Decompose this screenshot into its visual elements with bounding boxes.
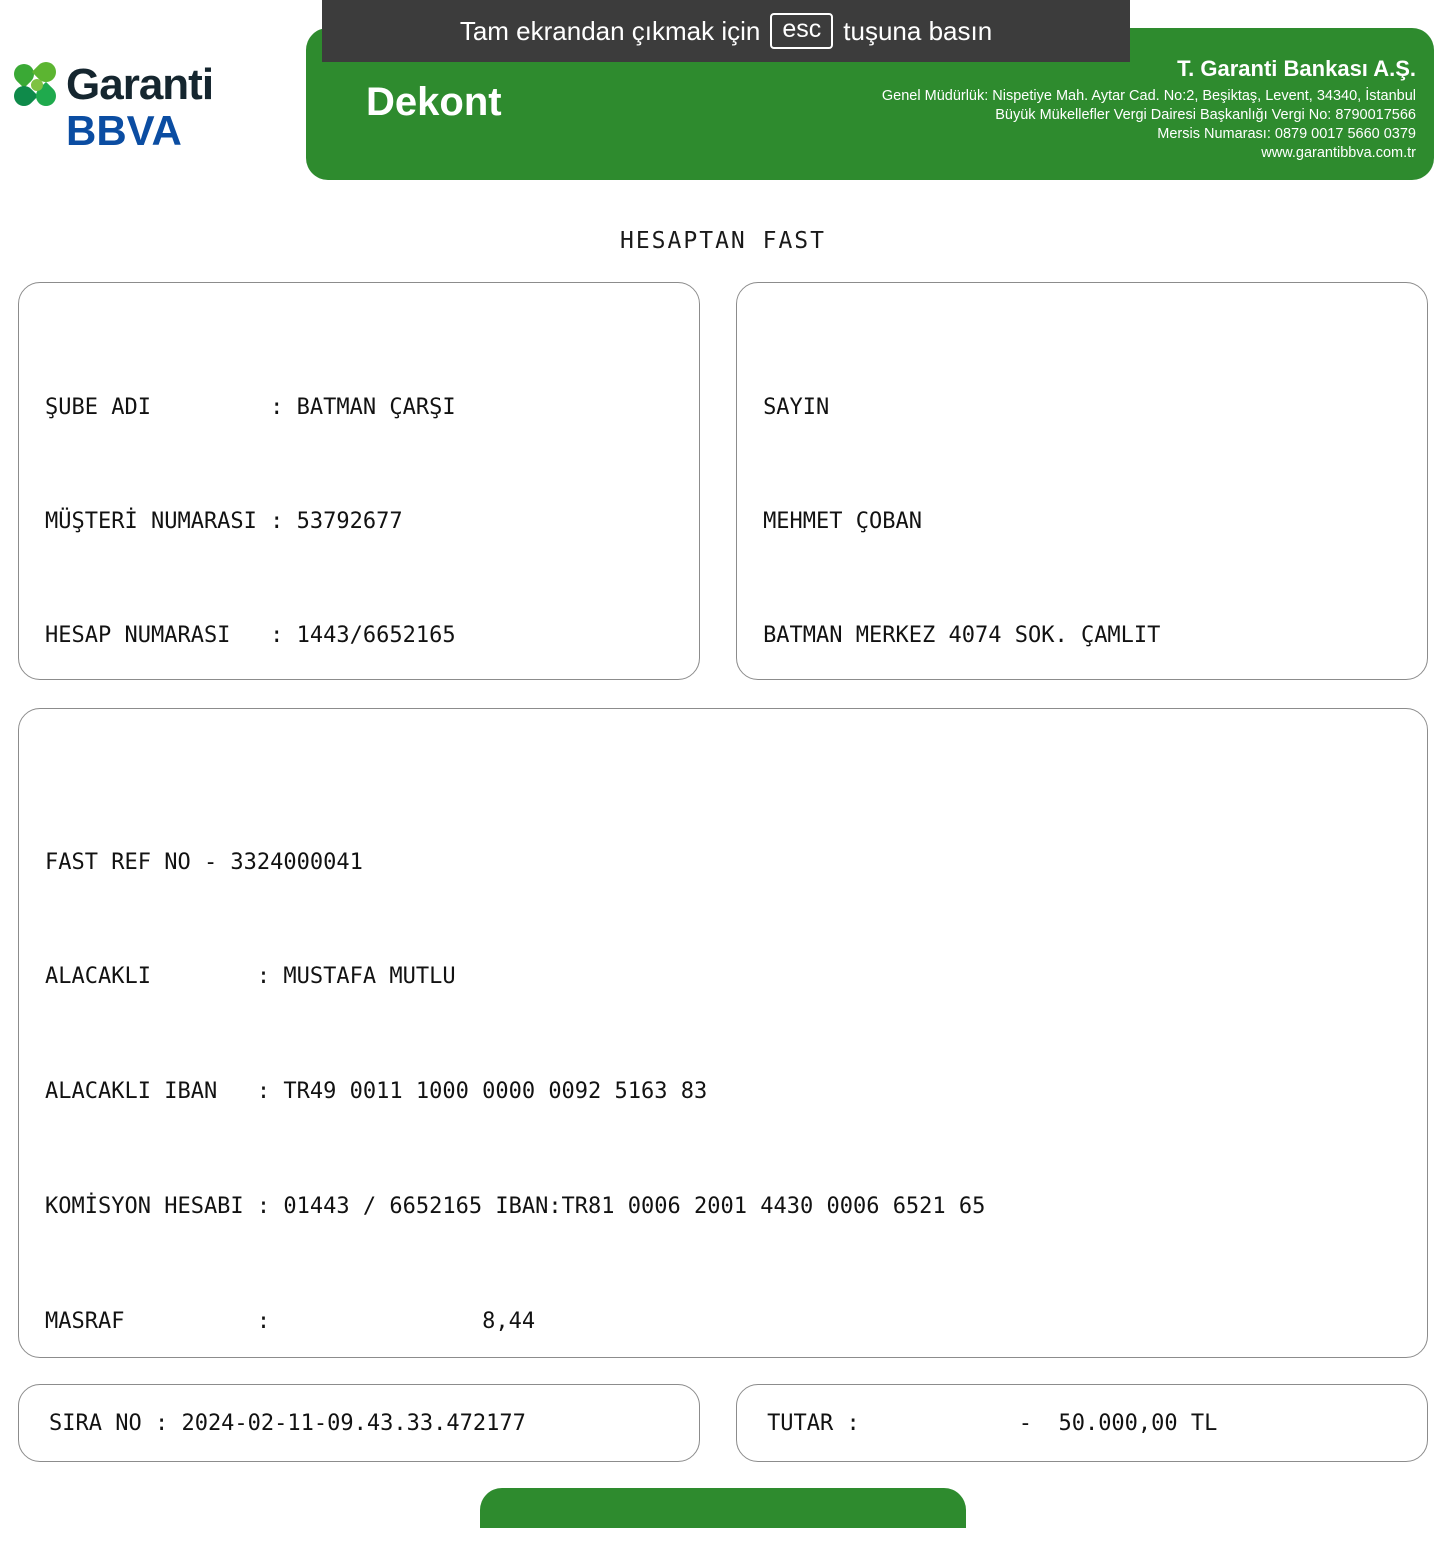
customer-address-card xyxy=(736,282,1428,680)
logo-wordmark: Garanti xyxy=(66,60,214,109)
bank-info-block xyxy=(882,54,1416,164)
info-row: HESAP NUMARASI : 1443/6652165 xyxy=(45,623,456,649)
detail-row: MASRAF : 8,44 xyxy=(45,1308,536,1334)
bank-address-line: Genel Müdürlük: Nispetiye Mah. Aytar Cad. No:2, Beşiktaş, Levent, 34340, İstanbul xyxy=(881,88,1416,105)
sequence-number-box xyxy=(18,1384,700,1462)
amount-text: TUTAR : - 50.000,00 TL xyxy=(767,1410,1218,1436)
amount-box xyxy=(736,1384,1428,1462)
address-row: SAYIN xyxy=(763,395,830,421)
sequence-number-text: SIRA NO : 2024-02-11-09.43.33.472177 xyxy=(49,1410,526,1436)
info-row: ŞUBE ADI : BATMAN ÇARŞI xyxy=(45,395,456,421)
page-title: Dekont xyxy=(366,80,502,124)
esc-key-badge: esc xyxy=(770,13,833,49)
account-info-card xyxy=(18,282,700,680)
logo-sub-wordmark: BBVA xyxy=(66,107,182,154)
info-row: MÜŞTERİ NUMARASI : 53792677 xyxy=(45,509,403,535)
footer-green-pill xyxy=(480,1488,966,1528)
garanti-flower-icon xyxy=(14,62,60,108)
detail-row: ALACAKLI IBAN : TR49 0011 1000 0000 0092 5163 83 xyxy=(45,1079,708,1105)
bank-website-line: www.garantibbva.com.tr xyxy=(1261,145,1416,162)
fullscreen-toast-before: Tam ekrandan çıkmak için xyxy=(459,15,761,46)
transaction-detail-card xyxy=(18,708,1428,1358)
detail-row: FAST REF NO - 3324000041 xyxy=(45,849,363,875)
detail-row: KOMİSYON HESABI : 01443 / 6652165 IBAN:TR81 0006 2001 4430 0006 6521 65 xyxy=(45,1193,986,1219)
info-cards-row xyxy=(0,282,1446,680)
bank-tax-line: Büyük Mükellefler Vergi Dairesi Başkanlığı Vergi No: 8790017566 xyxy=(995,107,1416,124)
transaction-type-title: HESAPTAN FAST xyxy=(619,228,826,254)
bank-name: T. Garanti Bankası A.Ş. xyxy=(1177,56,1416,81)
fullscreen-exit-toast xyxy=(322,0,1130,62)
address-row: MEHMET ÇOBAN xyxy=(763,509,923,535)
garanti-bbva-logo xyxy=(14,62,274,152)
bank-mersis-line: Mersis Numarası: 0879 0017 5660 0379 xyxy=(1157,126,1416,143)
address-row: BATMAN MERKEZ 4074 SOK. ÇAMLIT xyxy=(763,623,1161,649)
fullscreen-toast-after: tuşuna basın xyxy=(843,15,993,46)
summary-row xyxy=(0,1384,1446,1462)
detail-row: ALACAKLI : MUSTAFA MUTLU xyxy=(45,964,456,990)
